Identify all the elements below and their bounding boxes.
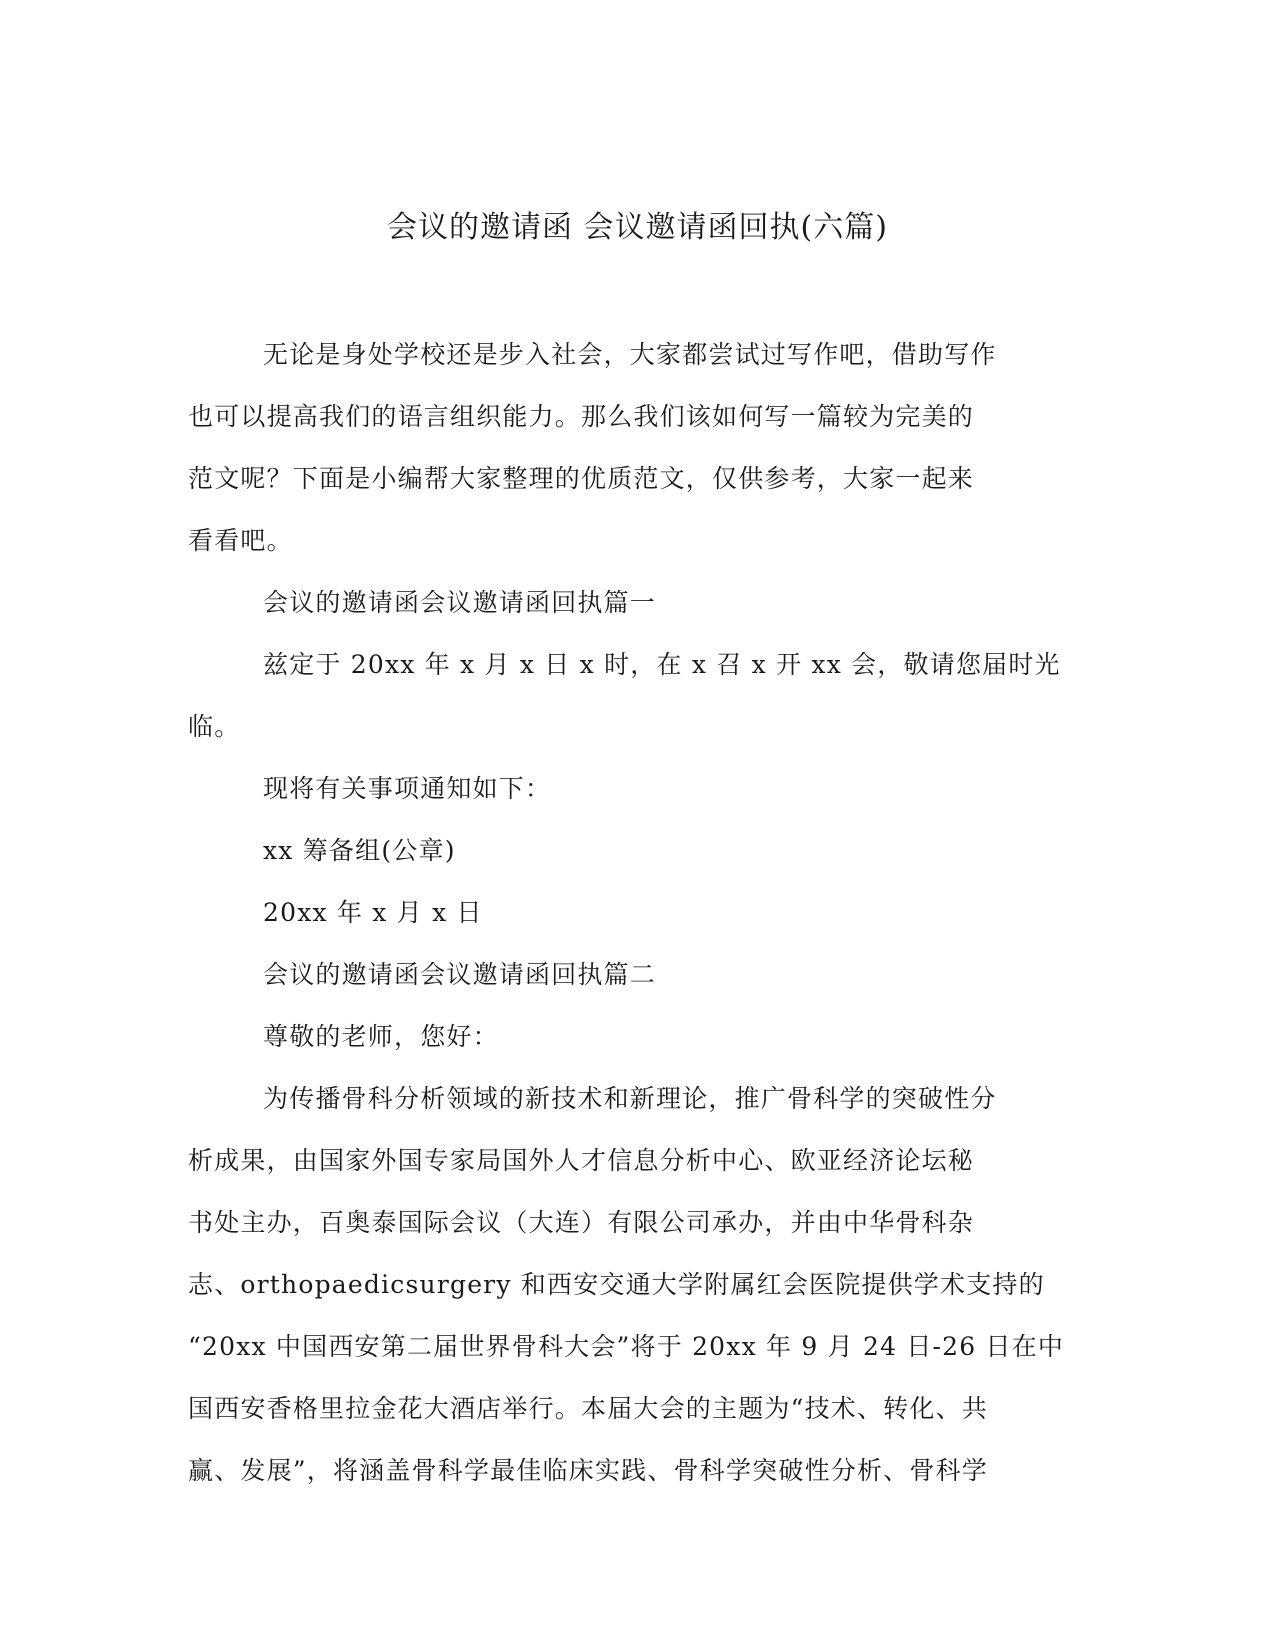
paragraph-line: 临。 — [188, 712, 241, 741]
paragraph-line: 为传播骨科分析领域的新技术和新理论，推广骨科学的突破性分 — [263, 1084, 997, 1113]
salutation-line: 尊敬的老师，您好： — [263, 1022, 499, 1051]
paragraph-line: 国西安香格里拉金花大酒店举行。本届大会的主题为“技术、转化、共 — [188, 1394, 988, 1423]
paragraph-line: 现将有关事项通知如下： — [263, 774, 552, 803]
paragraph-line: 范文呢？下面是小编帮大家整理的优质范文，仅供参考，大家一起来 — [188, 464, 975, 493]
section-heading: 会议的邀请函会议邀请函回执篇二 — [263, 960, 657, 989]
paragraph-line: “20xx 中国西安第二届世界骨科大会”将于 20xx 年 9 月 24 日-26 日在中 — [188, 1332, 1065, 1361]
document-title: 会议的邀请函 会议邀请函回执(六篇) — [387, 210, 888, 245]
paragraph-line: 看看吧。 — [188, 526, 293, 555]
paragraph-line: 赢、发展”，将涵盖骨科学最佳临床实践、骨科学突破性分析、骨科学 — [188, 1456, 988, 1485]
paragraph-line: 也可以提高我们的语言组织能力。那么我们该如何写一篇较为完美的 — [188, 402, 975, 431]
date-line: 20xx 年 x 月 x 日 — [263, 898, 483, 927]
paragraph-line: 兹定于 20xx 年 x 月 x 日 x 时，在 x 召 x 开 xx 会，敬请您届时光 — [263, 650, 1061, 679]
paragraph-line: 无论是身处学校还是步入社会，大家都尝试过写作吧，借助写作 — [263, 340, 997, 369]
signature-line: xx 筹备组(公章) — [263, 836, 456, 865]
paragraph-line: 书处主办，百奥泰国际会议（大连）有限公司承办，并由中华骨科杂 — [188, 1208, 975, 1237]
section-heading: 会议的邀请函会议邀请函回执篇一 — [263, 588, 657, 617]
paragraph-line: 志、orthopaedicsurgery 和西安交通大学附属红会医院提供学术支持的 — [188, 1270, 1045, 1299]
document-body — [188, 324, 1088, 1502]
paragraph-line: 析成果，由国家外国专家局国外人才信息分析中心、欧亚经济论坛秘 — [188, 1146, 975, 1175]
